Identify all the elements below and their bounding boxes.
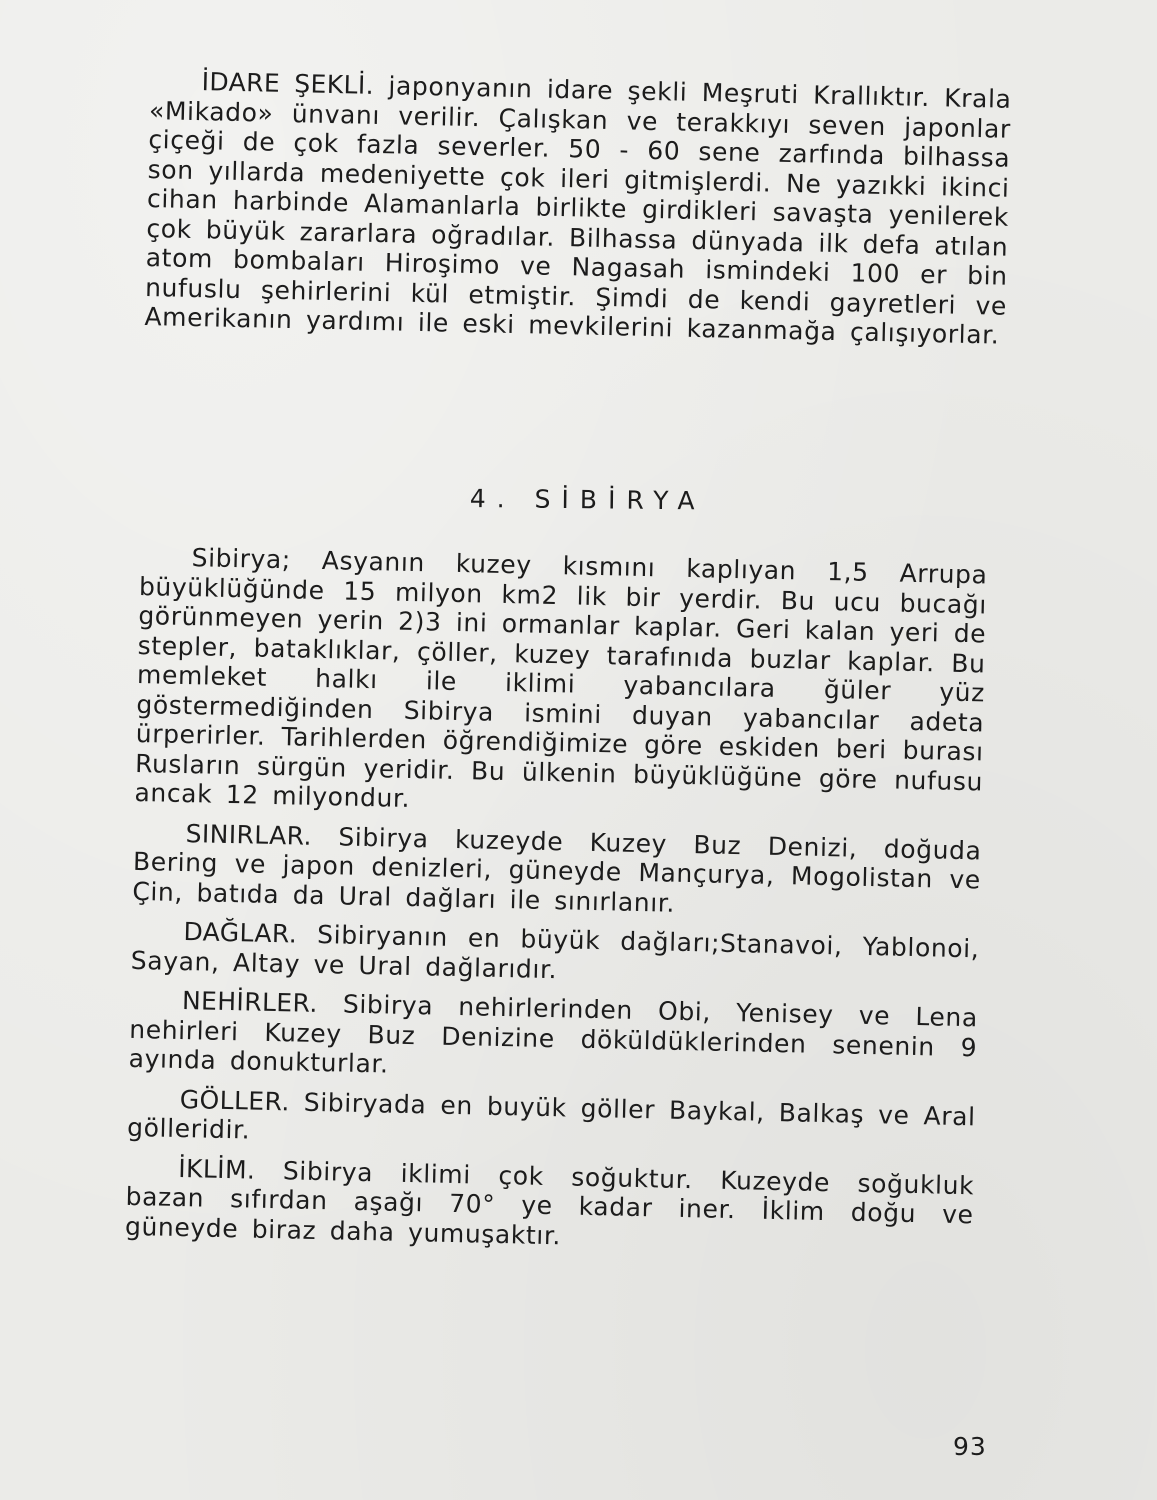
mountains-paragraph: [131, 916, 980, 993]
rivers-text: Sibirya nehirlerinden Obi, Yenisey ve Lena nehirleri Kuzey Buz Denizine döküldüklerinden senenin 9 ayında donukturlar.: [128, 989, 979, 1079]
page-number: 93: [953, 1432, 987, 1461]
siberia-intro-paragraph: Sibirya; Asyanın kuzey kısmını kaplıyan 1,5 Arrupa büyüklüğünde 15 milyon km2 lik bir yerdir. Bu ucu bucağı görünmeyen yerin 2)3 ini ormanlar kaplar. Geri kalan yeri de stepler, bataklıklar, çöller, kuzey tarafınıda buzlar kaplar. Bu memleket halkı ile iklimi yabancılara ğüler yüz göstermediğinden Sibirya ismini duyan yabancılar adeta ürperirler. Tarihlerden öğrendiğimize göre eskiden beri burası Rusların sürgün yeridir. Bu ülkenin büyüklüğüne göre nufusu ancak 12 milyondur.: [134, 543, 988, 813]
lakes-paragraph: [127, 1083, 976, 1160]
lakes-heading: GÖLLER.: [179, 1084, 291, 1116]
climate-text: Sibirya iklimi çok soğuktur. Kuzeyde soğukluk bazan sıfırdan aşağı 70° ye kadar iner. İklim doğu ve güneyde biraz daha yumuşaktır.: [124, 1155, 975, 1250]
section-heading: 4. SİBİRYA: [469, 484, 706, 516]
borders-heading: SINIRLAR.: [185, 818, 313, 851]
climate-heading: İKLİM.: [178, 1153, 256, 1185]
japan-government-section: [144, 66, 1012, 350]
mountains-text: Sibiryanın en büyük dağları;Stanavoi, Yablonoi, Sayan, Altay ve Ural dağlarıdır.: [130, 919, 980, 984]
mountains-heading: DAĞLAR.: [183, 917, 298, 949]
borders-paragraph: [132, 817, 982, 924]
climate-paragraph: [125, 1152, 975, 1259]
rivers-paragraph: [128, 985, 978, 1092]
borders-text: Sibirya kuzeyde Kuzey Buz Denizi, doğuda Bering ve japon denizleri, güneyde Mançurya, Mogolistan ve Çin, batıda da Ural dağları ile sınırlanır.: [132, 821, 982, 918]
siberia-section: [125, 542, 988, 1259]
government-text: japonyanın idare şekli Meşruti Krallıktır. Krala «Mikado» ünvanı verilir. Çalışkan ve terakkıyı seven japonlar çiçeği de çok fazla severler. 50 - 60 sene zarfında bilhassa son yıllarda medeniyette çok ileri gitmişlerdi. Ne yazıkki ikinci cihan harbinde Alamanlarla birlikte girdikleri savaşta yenilerek çok büyük zararlara oğradılar. Bilhassa dünyada ilk defa atılan atom bombaları Hiroşimo ve Nagasah ismindeki 100 er bin nufuslu şehirlerini kül etmiştir. Şimdi de kendi gayretleri ve Amerikanın yardımı ile eski mevkilerini kazanmağa çalışıyorlar.: [144, 71, 1012, 350]
rivers-heading: NEHİRLER.: [181, 986, 319, 1018]
government-heading: İDARE ŞEKLİ.: [201, 67, 375, 100]
lakes-text: Sibiryada en buyük göller Baykal, Balkaş ve Aral gölleridir.: [126, 1087, 976, 1145]
japan-government-paragraph: [144, 66, 1012, 350]
